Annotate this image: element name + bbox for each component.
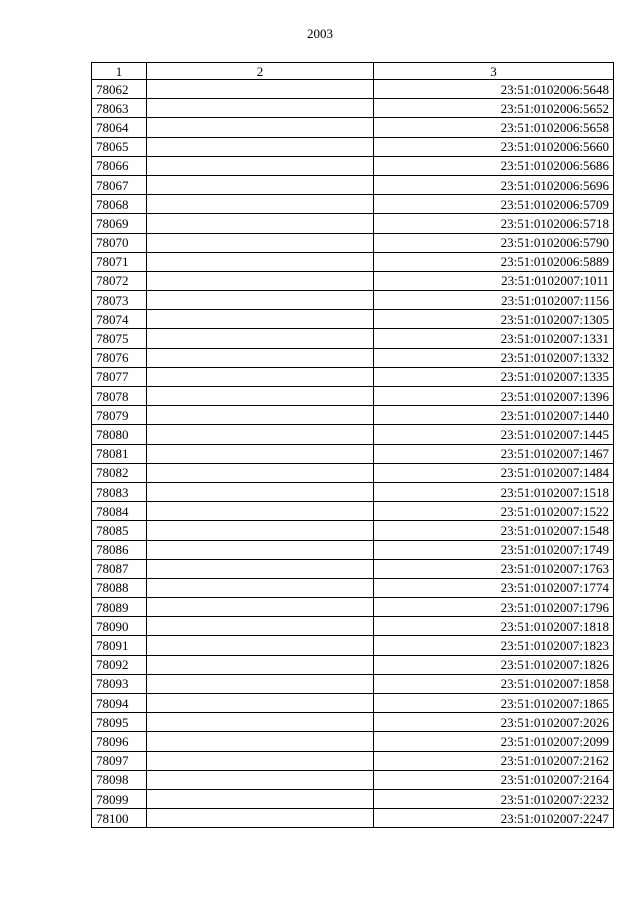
row-blank-cell xyxy=(147,540,374,559)
table-row xyxy=(92,713,614,732)
table-row xyxy=(92,195,614,214)
table-row xyxy=(92,214,614,233)
row-number-cell: 78078 xyxy=(92,387,147,406)
row-blank-cell xyxy=(147,521,374,540)
row-number-cell: 78071 xyxy=(92,252,147,271)
row-number-cell: 78098 xyxy=(92,770,147,789)
cadastral-number-cell: 23:51:0102007:1763 xyxy=(374,559,614,578)
table-row xyxy=(92,502,614,521)
cadastral-number-cell: 23:51:0102007:1518 xyxy=(374,482,614,501)
table-row xyxy=(92,156,614,175)
row-number-cell: 78092 xyxy=(92,655,147,674)
row-blank-cell xyxy=(147,463,374,482)
row-blank-cell xyxy=(147,789,374,808)
cadastral-number-cell: 23:51:0102007:1823 xyxy=(374,636,614,655)
row-number-cell: 78090 xyxy=(92,617,147,636)
table-row xyxy=(92,118,614,137)
row-blank-cell xyxy=(147,156,374,175)
table-row xyxy=(92,540,614,559)
row-number-cell: 78100 xyxy=(92,809,147,828)
table-row xyxy=(92,617,614,636)
cadastral-number-cell: 23:51:0102007:1858 xyxy=(374,674,614,693)
table-row xyxy=(92,444,614,463)
row-number-cell: 78088 xyxy=(92,578,147,597)
table-row xyxy=(92,578,614,597)
table-row xyxy=(92,770,614,789)
row-blank-cell xyxy=(147,694,374,713)
cadastral-number-cell: 23:51:0102006:5696 xyxy=(374,175,614,194)
row-number-cell: 78065 xyxy=(92,137,147,156)
cadastral-number-cell: 23:51:0102007:1396 xyxy=(374,387,614,406)
row-number-cell: 78086 xyxy=(92,540,147,559)
table-row xyxy=(92,559,614,578)
cadastral-number-cell: 23:51:0102007:1335 xyxy=(374,367,614,386)
table-row xyxy=(92,175,614,194)
row-blank-cell xyxy=(147,310,374,329)
cadastral-number-cell: 23:51:0102007:1484 xyxy=(374,463,614,482)
cadastral-number-cell: 23:51:0102007:1796 xyxy=(374,598,614,617)
row-blank-cell xyxy=(147,348,374,367)
row-number-cell: 78075 xyxy=(92,329,147,348)
table-row xyxy=(92,80,614,99)
row-blank-cell xyxy=(147,214,374,233)
column-header-3: 3 xyxy=(374,63,614,80)
cadastral-number-cell: 23:51:0102007:1865 xyxy=(374,694,614,713)
row-blank-cell xyxy=(147,406,374,425)
cadastral-number-cell: 23:51:0102007:1445 xyxy=(374,425,614,444)
cadastral-number-cell: 23:51:0102007:1467 xyxy=(374,444,614,463)
table-row xyxy=(92,751,614,770)
table-row xyxy=(92,291,614,310)
table-row xyxy=(92,789,614,808)
row-number-cell: 78069 xyxy=(92,214,147,233)
row-number-cell: 78094 xyxy=(92,694,147,713)
column-header-2: 2 xyxy=(147,63,374,80)
table-row xyxy=(92,463,614,482)
column-header-1: 1 xyxy=(92,63,147,80)
row-number-cell: 78064 xyxy=(92,118,147,137)
row-number-cell: 78085 xyxy=(92,521,147,540)
table-row xyxy=(92,521,614,540)
row-number-cell: 78079 xyxy=(92,406,147,425)
row-blank-cell xyxy=(147,367,374,386)
row-blank-cell xyxy=(147,329,374,348)
table-row xyxy=(92,425,614,444)
cadastral-number-cell: 23:51:0102007:1440 xyxy=(374,406,614,425)
cadastral-number-cell: 23:51:0102006:5652 xyxy=(374,99,614,118)
cadastral-number-cell: 23:51:0102007:1818 xyxy=(374,617,614,636)
row-blank-cell xyxy=(147,425,374,444)
row-blank-cell xyxy=(147,233,374,252)
row-number-cell: 78089 xyxy=(92,598,147,617)
table-row xyxy=(92,271,614,290)
row-number-cell: 78097 xyxy=(92,751,147,770)
row-number-cell: 78081 xyxy=(92,444,147,463)
cadastral-number-cell: 23:51:0102006:5718 xyxy=(374,214,614,233)
cadastral-number-cell: 23:51:0102006:5658 xyxy=(374,118,614,137)
row-blank-cell xyxy=(147,636,374,655)
row-blank-cell xyxy=(147,387,374,406)
cadastral-number-cell: 23:51:0102007:1011 xyxy=(374,271,614,290)
table-row xyxy=(92,674,614,693)
row-blank-cell xyxy=(147,80,374,99)
row-blank-cell xyxy=(147,751,374,770)
table-row xyxy=(92,348,614,367)
row-blank-cell xyxy=(147,271,374,290)
cadastral-number-cell: 23:51:0102007:2232 xyxy=(374,789,614,808)
row-blank-cell xyxy=(147,559,374,578)
table-row xyxy=(92,233,614,252)
row-number-cell: 78082 xyxy=(92,463,147,482)
cadastral-number-cell: 23:51:0102007:1305 xyxy=(374,310,614,329)
row-number-cell: 78084 xyxy=(92,502,147,521)
row-blank-cell xyxy=(147,502,374,521)
table-header-row xyxy=(92,63,614,80)
row-blank-cell xyxy=(147,674,374,693)
row-number-cell: 78076 xyxy=(92,348,147,367)
row-blank-cell xyxy=(147,291,374,310)
table-row xyxy=(92,809,614,828)
cadastral-number-cell: 23:51:0102007:1749 xyxy=(374,540,614,559)
cadastral-number-cell: 23:51:0102006:5709 xyxy=(374,195,614,214)
cadastral-number-cell: 23:51:0102007:1156 xyxy=(374,291,614,310)
row-blank-cell xyxy=(147,655,374,674)
table-row xyxy=(92,406,614,425)
table-row xyxy=(92,137,614,156)
table-row xyxy=(92,636,614,655)
table-row xyxy=(92,655,614,674)
table-row xyxy=(92,310,614,329)
row-number-cell: 78062 xyxy=(92,80,147,99)
row-number-cell: 78070 xyxy=(92,233,147,252)
table-row xyxy=(92,694,614,713)
row-number-cell: 78066 xyxy=(92,156,147,175)
row-blank-cell xyxy=(147,175,374,194)
row-blank-cell xyxy=(147,617,374,636)
cadastral-number-cell: 23:51:0102007:1522 xyxy=(374,502,614,521)
row-blank-cell xyxy=(147,482,374,501)
row-number-cell: 78063 xyxy=(92,99,147,118)
table-body xyxy=(92,80,614,828)
table-row xyxy=(92,367,614,386)
table-row xyxy=(92,99,614,118)
row-blank-cell xyxy=(147,578,374,597)
row-blank-cell xyxy=(147,252,374,271)
row-number-cell: 78087 xyxy=(92,559,147,578)
register-table xyxy=(91,62,614,828)
row-number-cell: 78072 xyxy=(92,271,147,290)
row-blank-cell xyxy=(147,118,374,137)
row-number-cell: 78096 xyxy=(92,732,147,751)
row-number-cell: 78080 xyxy=(92,425,147,444)
cadastral-number-cell: 23:51:0102007:1548 xyxy=(374,521,614,540)
cadastral-number-cell: 23:51:0102007:2164 xyxy=(374,770,614,789)
cadastral-number-cell: 23:51:0102006:5660 xyxy=(374,137,614,156)
cadastral-number-cell: 23:51:0102006:5648 xyxy=(374,80,614,99)
row-number-cell: 78093 xyxy=(92,674,147,693)
table-row xyxy=(92,732,614,751)
cadastral-number-cell: 23:51:0102006:5790 xyxy=(374,233,614,252)
row-blank-cell xyxy=(147,732,374,751)
cadastral-number-cell: 23:51:0102006:5889 xyxy=(374,252,614,271)
cadastral-number-cell: 23:51:0102007:2162 xyxy=(374,751,614,770)
row-blank-cell xyxy=(147,770,374,789)
row-number-cell: 78095 xyxy=(92,713,147,732)
row-number-cell: 78067 xyxy=(92,175,147,194)
cadastral-number-cell: 23:51:0102007:1331 xyxy=(374,329,614,348)
row-number-cell: 78083 xyxy=(92,482,147,501)
cadastral-number-cell: 23:51:0102007:2247 xyxy=(374,809,614,828)
cadastral-number-cell: 23:51:0102007:1826 xyxy=(374,655,614,674)
row-number-cell: 78073 xyxy=(92,291,147,310)
row-blank-cell xyxy=(147,713,374,732)
row-number-cell: 78099 xyxy=(92,789,147,808)
row-blank-cell xyxy=(147,809,374,828)
cadastral-number-cell: 23:51:0102007:2099 xyxy=(374,732,614,751)
row-number-cell: 78091 xyxy=(92,636,147,655)
table-row xyxy=(92,387,614,406)
page-number: 2003 xyxy=(307,26,333,41)
table-row xyxy=(92,598,614,617)
table-row xyxy=(92,252,614,271)
row-number-cell: 78068 xyxy=(92,195,147,214)
table-row xyxy=(92,329,614,348)
cadastral-number-cell: 23:51:0102006:5686 xyxy=(374,156,614,175)
cadastral-number-cell: 23:51:0102007:1774 xyxy=(374,578,614,597)
row-blank-cell xyxy=(147,137,374,156)
row-number-cell: 78074 xyxy=(92,310,147,329)
cadastral-number-cell: 23:51:0102007:1332 xyxy=(374,348,614,367)
row-blank-cell xyxy=(147,444,374,463)
row-number-cell: 78077 xyxy=(92,367,147,386)
cadastral-number-cell: 23:51:0102007:2026 xyxy=(374,713,614,732)
table-row xyxy=(92,482,614,501)
row-blank-cell xyxy=(147,598,374,617)
row-blank-cell xyxy=(147,195,374,214)
row-blank-cell xyxy=(147,99,374,118)
